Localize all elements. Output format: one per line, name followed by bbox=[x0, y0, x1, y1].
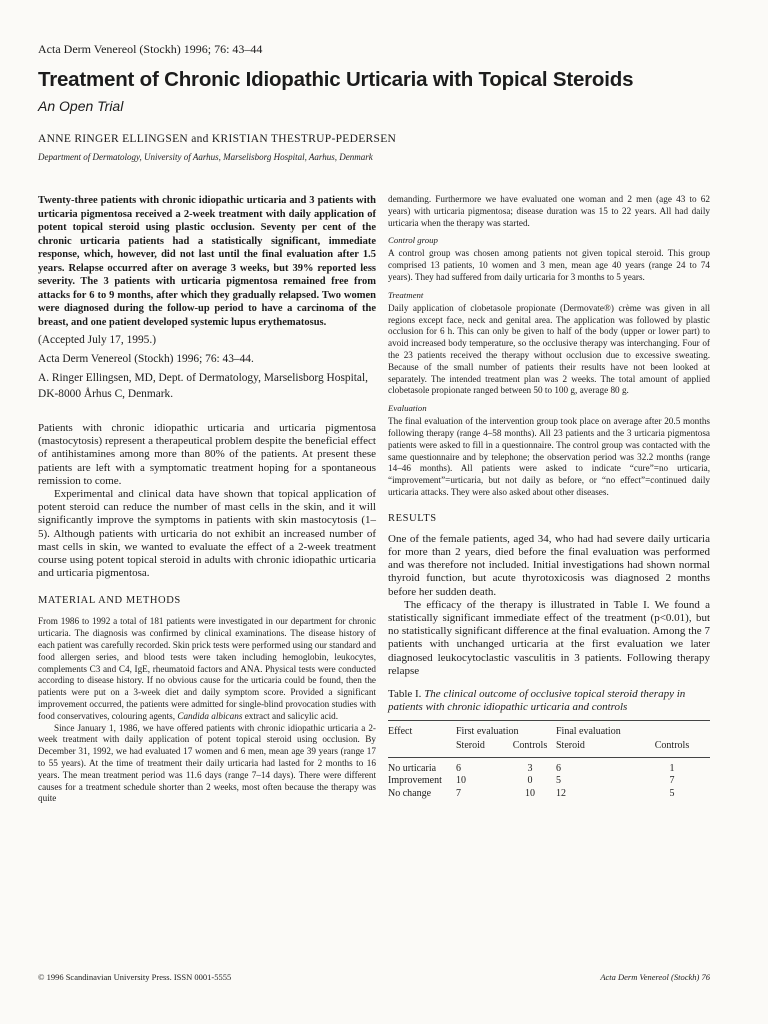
control-group-text: A control group was chosen among patients not given topical steroid. This group comprised 13 patients, 10 women and 3 men, mean age 40 years (range 24 to 74 years). They had suffered from daily urticaria for 3 months to 5 years. bbox=[388, 248, 710, 282]
results-paragraph: The efficacy of the therapy is illustrated in Table I. We found a statistically significant immediate effect of the treatment (p<0.01), but no statistically significant difference at the final evaluation. Among the 7 patients with unchanged urticaria at the first evaluation we later diagnosed leukocytoclastic vasculitis in 3 patients. Following therapy relapse bbox=[388, 598, 710, 677]
journal-citation: Acta Derm Venereol (Stockh) 1996; 76: 43–44 bbox=[38, 42, 263, 56]
right-column bbox=[388, 194, 710, 800]
outcome-table bbox=[388, 720, 710, 801]
results-paragraph: One of the female patients, aged 34, who had had severe daily urticaria for more than 2 years, died before the final evaluation was performed and was therefore not included. Initial investigations had shown normal thyroid function, but acute thyrotoxicosis was diagnosed 2 months before her sudden death. bbox=[388, 532, 710, 598]
subheading-treatment: Treatment bbox=[388, 289, 424, 300]
affiliation: Department of Dermatology, University of Aarhus, Marselisborg Hospital, Aarhus, Denmark bbox=[38, 152, 373, 162]
evaluation-text: The final evaluation of the intervention group took place on average after 20.5 months following therapy (range 4–58 months). All 23 patients and the 3 urticaria pigmentosa patients were asked to fill in a questionnaire. The control group was contacted with the same questionnaire and by telephone; the observation period was 32.2 months (range 14–46 months). All patients were asked to indicate “cure”=no urticaria, “improvement”=urticaria, but not daily as before, or “no effect”=continued daily urticaria attacks. They were also asked about other diseases. bbox=[388, 416, 710, 497]
table-header-steroid: Steroid bbox=[456, 739, 485, 751]
article-subtitle: An Open Trial bbox=[38, 98, 124, 114]
table-caption bbox=[388, 688, 710, 714]
abstract: Twenty-three patients with chronic idiopathic urticaria and 3 patients with urticaria pigmentosa received a 2-week treatment with daily application of potent topical steroid using plastic occlusion. Seventy per cent of the chronic urticaria patients had a statistically significant, immediate response, which, however, did not last until the final evaluation after 1.5 years. Relapse occurred after on average 3 weeks, but 39% reported less severity. The 3 patients with urticaria pigmentosa remained free from attacks for 6 to 9 months, after which they gradually relapsed. Two women were diagnosed during the follow-up period to have a carcinoma of the breast, and one patient developed systemic lupus erythematosus. bbox=[38, 195, 376, 328]
accepted-date: (Accepted July 17, 1995.) bbox=[38, 334, 156, 346]
table-header-controls: Controls bbox=[654, 739, 690, 751]
correspondence: A. Ringer Ellingsen, MD, Dept. of Dermatology, Marselisborg Hospital, DK-8000 Århus C, Denmark. bbox=[38, 372, 368, 400]
citation: Acta Derm Venereol (Stockh) 1996; 76: 43–44. bbox=[38, 353, 254, 365]
table-row: Improvement 10 0 5 7 bbox=[388, 775, 675, 787]
intro-paragraph: Experimental and clinical data have shown that topical application of potent steroid can reduce the number of mast cells in the skin, and it will significantly improve the symptoms in patients with skin mastocytosis (1–5). Although patients with urticaria do not exhibit an increased number of mast cells in skin, we wanted to evaluate the effect of a 2-week treatment course using potent topical steroid in adults with chronic idiopathic urticaria and urticaria pigmentosa. bbox=[38, 488, 376, 580]
methods-italic-term: Candida albicans bbox=[177, 710, 243, 721]
subheading-evaluation: Evaluation bbox=[388, 403, 427, 414]
table-caption-text: The clinical outcome of occlusive topical steroid therapy in patients with chronic idiopathic urticaria and controls bbox=[388, 687, 686, 713]
methods-paragraph: Since January 1, 1986, we have offered patients with chronic idiopathic urticaria a 2-week treatment with daily application of potent topical steroid using occlusion. By December 31, 1992, we had evaluated 17 women and 6 men, mean age 39 years (range 17 to 55 years). At the time of treatment their daily urticaria had lasted for 2 months to 16 years. The mean treatment period was 11.6 days (range 7–14 days). There were different causes for a treatment schedule shorter than 2 weeks, most often because the therapy was quite bbox=[38, 722, 376, 804]
section-heading-results: RESULTS bbox=[388, 512, 437, 524]
journal-footer: Acta Derm Venereol (Stockh) 76 bbox=[600, 972, 710, 982]
table-row: No change 7 10 12 5 bbox=[388, 787, 675, 799]
methods-continued: demanding. Furthermore we have evaluated one woman and 2 men (age 43 to 62 years) with urticaria pigmentosa; disease duration was 15 to 22 years. All had daily urticaria when the therapy was started. bbox=[388, 194, 710, 228]
authors: ANNE RINGER ELLINGSEN and KRISTIAN THESTRUP-PEDERSEN bbox=[38, 133, 397, 145]
table-header-first-eval: First evaluation bbox=[456, 725, 519, 737]
intro-paragraph: Patients with chronic idiopathic urticaria and urticaria pigmentosa (mastocytosis) represent a therapeutical problem despite the beneficial effect of antihistamines among more than 80% of the patients. At present these patients are left with a symptomatic treatment hoping for a spontaneous remission to come. bbox=[38, 422, 376, 487]
table-row: No urticaria 6 3 6 1 bbox=[388, 762, 675, 774]
subheading-control-group: Control group bbox=[388, 235, 438, 246]
copyright-footer: © 1996 Scandinavian University Press. ISSN 0001-5555 bbox=[38, 972, 232, 982]
methods-paragraph: From 1986 to 1992 a total of 181 patients were investigated in our department for chronic urticaria. The diagnosis was confirmed by clinical examinations. The disease history of each patient was carefully recorded. Skin prick tests were performed using our standard and food allergen series, and blood tests were taken including hemoglobin, leukocytes, complements C3 and C4, IgE, rheumatoid factors and ANA. Physical tests were conducted according to disease history. If no obvious cause for the urticaria could be found, then the patients were put on a 3-week diet and daily symptom score. Provided a significant improvement occurred, the patients were admitted for single-blind provocation studies with food conservatives, colouring agents, Candida albicans extract and salicylic acid. bbox=[38, 616, 376, 721]
table-header-steroid: Steroid bbox=[556, 739, 585, 751]
treatment-text: Daily application of clobetasole propionate (Dermovate®) crème was given in all regions except face, neck and genital area. The application was followed by plastic occlusion for 6 h. This can only be given to half of the body (upper or lower part) to avoid increased body temperature, so the occlusive therapy was interchanging. Four of the 23 patients received the therapy without occlusion due to excessive sweating. Because of the small number of patients their results have not been looked at separately. The intended treatment plan was 2 weeks. The total amount of applied clobetasole propionate ranged between 50 to 100 g, average 80 g. bbox=[388, 302, 710, 396]
section-heading-methods: MATERIAL AND METHODS bbox=[38, 595, 181, 607]
table-header-effect: Effect bbox=[388, 725, 413, 737]
table-label: Table I. bbox=[388, 687, 422, 700]
table-header-controls: Controls bbox=[512, 739, 548, 751]
article-title: Treatment of Chronic Idiopathic Urticaria with Topical Steroids bbox=[38, 68, 634, 91]
table-header-final-eval: Final evaluation bbox=[556, 725, 621, 737]
left-column bbox=[38, 194, 376, 805]
